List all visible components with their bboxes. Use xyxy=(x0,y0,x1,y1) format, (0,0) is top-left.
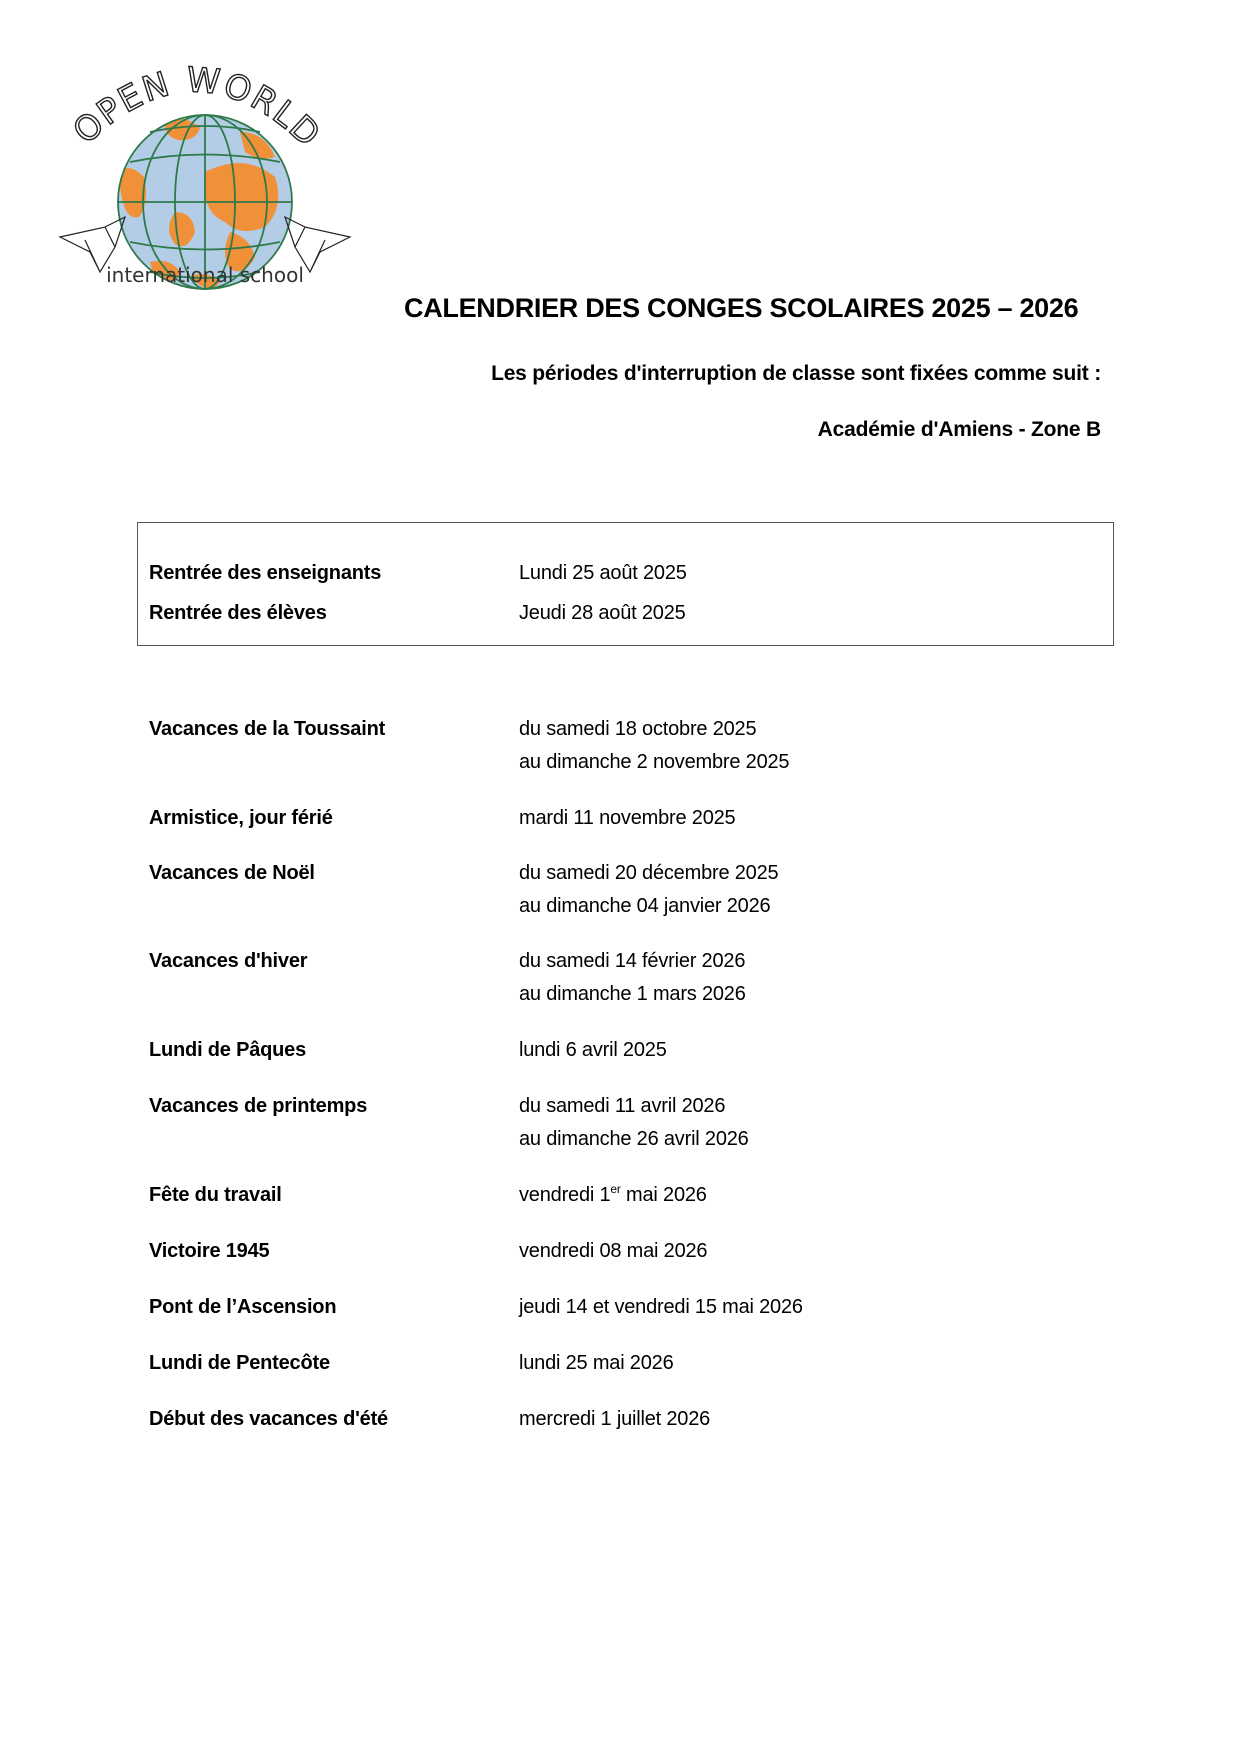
rentree-label: Rentrée des enseignants xyxy=(149,562,382,584)
holiday-label: Début des vacances d'été xyxy=(149,1408,388,1430)
holiday-date: mercredi 1 juillet 2026 xyxy=(519,1408,711,1430)
holiday-date: au dimanche 2 novembre 2025 xyxy=(519,751,790,773)
holiday-date: du samedi 14 février 2026 xyxy=(519,950,746,972)
rentree-label: Rentrée des élèves xyxy=(149,602,327,624)
holiday-date: au dimanche 1 mars 2026 xyxy=(519,983,746,1005)
holiday-label: Vacances de printemps xyxy=(149,1095,368,1117)
holiday-date: jeudi 14 et vendredi 15 mai 2026 xyxy=(519,1296,803,1318)
holiday-date: du samedi 11 avril 2026 xyxy=(519,1095,726,1117)
holiday-date: lundi 6 avril 2025 xyxy=(519,1039,667,1061)
rentree-value: Lundi 25 août 2025 xyxy=(519,562,687,584)
holiday-date: vendredi 08 mai 2026 xyxy=(519,1240,708,1262)
holiday-label: Lundi de Pentecôte xyxy=(149,1352,330,1374)
holiday-label: Vacances de Noël xyxy=(149,862,315,884)
holiday-label: Vacances de la Toussaint xyxy=(149,718,386,740)
holiday-label: Lundi de Pâques xyxy=(149,1039,307,1061)
logo-bottom-text: international school xyxy=(106,263,304,287)
rentree-value: Jeudi 28 août 2025 xyxy=(519,602,686,624)
holiday-date: du samedi 20 décembre 2025 xyxy=(519,862,779,884)
holiday-date: mardi 11 novembre 2025 xyxy=(519,807,736,829)
holiday-label: Pont de l’Ascension xyxy=(149,1296,337,1318)
holiday-date: au dimanche 26 avril 2026 xyxy=(519,1128,749,1150)
holiday-date: vendredi 1er mai 2026 xyxy=(519,1182,707,1206)
holiday-date: lundi 25 mai 2026 xyxy=(519,1352,674,1374)
holiday-label: Fête du travail xyxy=(149,1184,282,1206)
globe-logo-icon xyxy=(55,62,355,327)
holiday-date: au dimanche 04 janvier 2026 xyxy=(519,895,771,917)
svg-text:OPEN WORLD: OPEN WORLD xyxy=(65,62,329,156)
page-subtitle: Les périodes d'interruption de classe sont fixées comme suit : xyxy=(491,362,1101,385)
holiday-label: Vacances d'hiver xyxy=(149,950,308,972)
academy-zone: Académie d'Amiens - Zone B xyxy=(817,418,1101,441)
page-title: CALENDRIER DES CONGES SCOLAIRES 2025 – 2026 xyxy=(404,293,1079,323)
school-logo xyxy=(55,62,355,327)
holiday-label: Victoire 1945 xyxy=(149,1240,270,1262)
holiday-date: du samedi 18 octobre 2025 xyxy=(519,718,757,740)
holiday-label: Armistice, jour férié xyxy=(149,807,333,829)
